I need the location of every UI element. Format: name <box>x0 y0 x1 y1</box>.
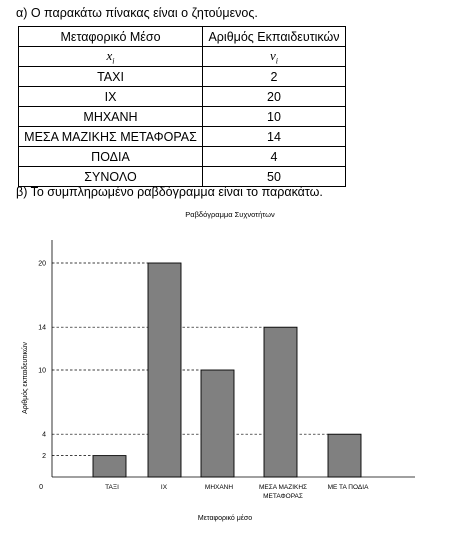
part-a-text: α) Ο παρακάτω πίνακας είναι ο ζητούμενος. <box>16 6 258 20</box>
bar <box>148 263 181 477</box>
symbol-x-letter: x <box>106 47 113 63</box>
symbol-x-sub: i <box>112 56 115 66</box>
y-tick-label: 20 <box>38 260 46 268</box>
bar <box>328 434 361 477</box>
y-tick-label: 14 <box>38 324 46 332</box>
row-label: ΜΕΣΑ ΜΑΖΙΚΗΣ ΜΕΤΑΦΟΡΑΣ <box>19 127 203 147</box>
y-axis-label: Αριθμός εκπαιδευτικών <box>22 342 29 414</box>
total-value: 50 <box>203 167 346 187</box>
row-value: 14 <box>203 127 346 147</box>
row-value: 4 <box>203 147 346 167</box>
row-value: 20 <box>203 87 346 107</box>
row-label: ΤΑΧΙ <box>19 67 203 87</box>
header-teachers: Αριθμός Εκπαιδευτικών <box>203 27 346 47</box>
x-tick-label: ΜΕΣΑ ΜΑΖΙΚΗΣ <box>258 484 308 491</box>
y-tick-label: 0 <box>39 484 43 491</box>
total-label: ΣΥΝΟΛΟ <box>19 167 203 187</box>
row-value: 10 <box>203 107 346 127</box>
part-b-text: β) Το συμπληρωμένο ραβδόγραμμα είναι το παρακάτω. <box>16 185 323 199</box>
bar <box>264 327 297 477</box>
row-label: ΜΗΧΑΝΗ <box>19 107 203 127</box>
x-tick-label: ΙΧ <box>160 484 168 491</box>
row-label: ΙΧ <box>19 87 203 107</box>
chart-title: Ραβδόγραμμα Συχνοτήτων <box>185 210 275 219</box>
x-tick-label: ΜΕ ΤΑ ΠΟΔΙΑ <box>327 484 369 491</box>
x-axis-label: Μεταφορικό μέσο <box>197 515 253 522</box>
bar <box>201 370 234 477</box>
x-tick-label: ΤΑΞΙ <box>105 484 119 491</box>
row-value: 2 <box>203 67 346 87</box>
bar <box>93 456 126 477</box>
y-tick-label: 10 <box>38 367 46 375</box>
x-tick-label: ΜΕΤΑΦΟΡΑΣ <box>263 493 303 500</box>
y-tick-label: 4 <box>42 431 46 439</box>
y-tick-label: 2 <box>42 453 46 461</box>
symbol-nu-letter: ν <box>269 47 276 63</box>
x-tick-label: ΜΗΧΑΝΗ <box>204 484 234 491</box>
row-label: ΠΟΔΙΑ <box>19 147 203 167</box>
symbol-nu-sub: i <box>275 56 278 66</box>
header-transport: Μεταφορικό Μέσο <box>19 27 203 47</box>
